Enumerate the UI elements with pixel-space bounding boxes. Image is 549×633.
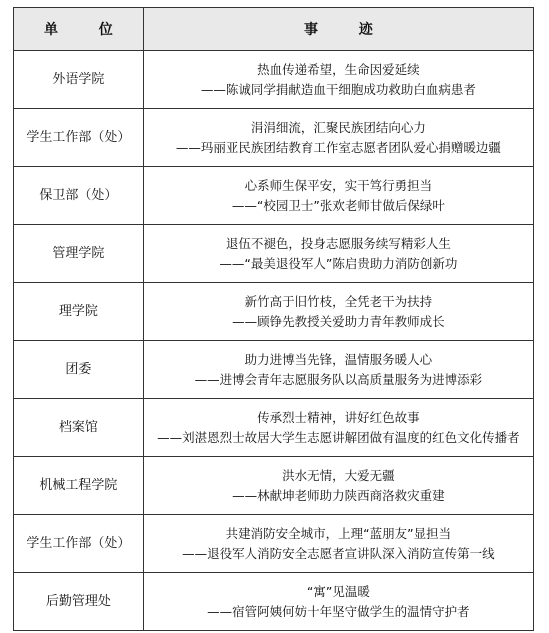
unit-cell	[14, 225, 144, 283]
deed-headline: 涓涓细流，汇聚民族团结向心力	[250, 119, 426, 135]
deed-cell	[144, 515, 534, 573]
deed-cell	[144, 109, 534, 167]
table-row	[14, 167, 534, 225]
header-deeds-label: 事 迹	[303, 22, 391, 38]
deed-subline: ——玛丽亚民族团结教育工作室志愿者团队爱心捐赠暖边疆	[175, 139, 501, 155]
header-deeds-cell	[144, 8, 534, 51]
deed-cell	[144, 399, 534, 457]
deed-subline: ——宿管阿姨何妨十年坚守做学生的温情守护者	[207, 603, 470, 619]
deed-headline: 热血传递希望，生命因爱延续	[257, 61, 420, 77]
unit-name: 后勤管理处	[45, 593, 111, 609]
deed-cell	[144, 341, 534, 399]
deed-subline: ——顾铮先教授关爱助力青年教师成长	[232, 313, 445, 329]
deed-subline: ——进博会青年志愿服务队以高质量服务为进博添彩	[194, 371, 483, 387]
unit-cell	[14, 283, 144, 341]
table-row	[14, 573, 534, 631]
unit-cell	[14, 167, 144, 225]
unit-name: 学生工作部（处）	[26, 535, 131, 551]
unit-name: 机械工程学院	[39, 477, 118, 493]
unit-cell	[14, 341, 144, 399]
deed-headline: 心系师生保平安，实干笃行勇担当	[244, 177, 433, 193]
unit-cell	[14, 457, 144, 515]
deed-headline: 洪水无情，大爱无疆	[282, 467, 395, 483]
deed-cell	[144, 225, 534, 283]
deed-subline: ——“最美退役军人”陈启贵助力消防创新功	[219, 255, 458, 271]
deed-subline: ——“校园卫士”张欢老师甘做后保绿叶	[231, 197, 445, 213]
table-row	[14, 283, 534, 341]
deed-cell	[144, 283, 534, 341]
deed-cell	[144, 51, 534, 109]
table-row	[14, 399, 534, 457]
honor-table	[13, 7, 534, 631]
header-unit-label: 单 位	[43, 22, 131, 38]
unit-name: 外语学院	[52, 71, 105, 87]
unit-cell	[14, 51, 144, 109]
deed-cell	[144, 573, 534, 631]
deed-subline: ——刘湛恩烈士故居大学生志愿讲解团做有温度的红色文化传播者	[157, 429, 520, 445]
table-row	[14, 109, 534, 167]
table-row	[14, 225, 534, 283]
unit-cell	[14, 399, 144, 457]
deed-headline: 助力进博当先锋，温情服务暖人心	[244, 351, 433, 367]
deed-headline: 退伍不褪色，投身志愿服务续写精彩人生	[225, 235, 451, 251]
deed-headline: 新竹高于旧竹枝，全凭老干为扶持	[244, 293, 433, 309]
unit-cell	[14, 109, 144, 167]
deed-subline: ——退役军人消防安全志愿者宣讲队深入消防宣传第一线	[182, 545, 495, 561]
table-header-row	[14, 8, 534, 51]
deed-cell	[144, 167, 534, 225]
unit-name: 团委	[65, 361, 92, 377]
unit-name: 档案馆	[58, 419, 98, 435]
deed-headline: 传承烈士精神，讲好红色故事	[257, 409, 420, 425]
header-unit-cell	[14, 8, 144, 51]
unit-name: 保卫部（处）	[39, 187, 118, 203]
unit-name: 管理学院	[52, 245, 105, 261]
deed-subline: ——林献坤老师助力陕西商洛救灾重建	[232, 487, 445, 503]
table-row	[14, 515, 534, 573]
table-row	[14, 457, 534, 515]
deed-cell	[144, 457, 534, 515]
table-row	[14, 341, 534, 399]
unit-name: 学生工作部（处）	[26, 129, 131, 145]
deed-subline: ——陈诚同学捐献造血干细胞成功救助白血病患者	[200, 81, 476, 97]
table-row	[14, 51, 534, 109]
deed-headline: 共建消防安全城市，上理“蓝朋友”显担当	[225, 525, 452, 541]
unit-name: 理学院	[58, 303, 98, 319]
unit-cell	[14, 515, 144, 573]
deed-headline: “寓”见温暖	[306, 583, 370, 599]
unit-cell	[14, 573, 144, 631]
